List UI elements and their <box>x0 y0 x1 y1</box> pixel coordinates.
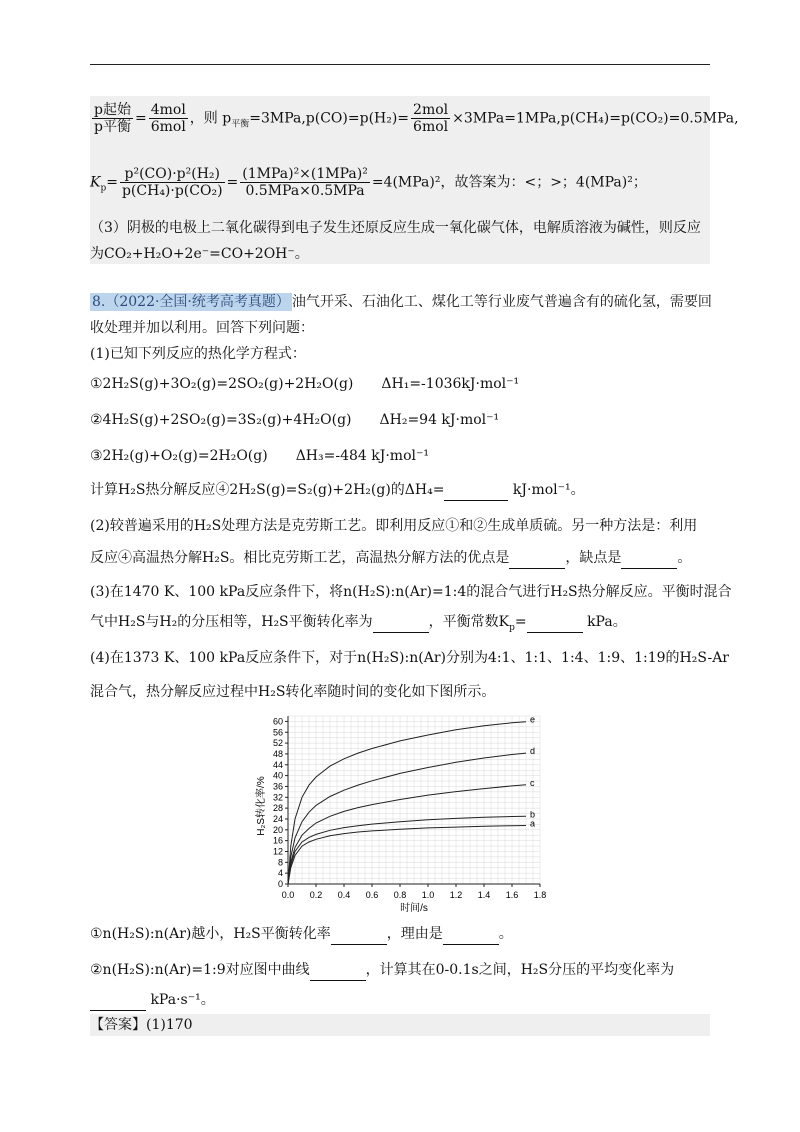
question-part3-line1: (3)在1470 K、100 kPa反应条件下，将n(H₂S):n(Ar)=1:4的混合气进行H₂S热分解反应。平衡时混合 <box>90 584 732 600</box>
y-tick-label: 48 <box>272 748 283 759</box>
y-tick-label: 40 <box>272 770 283 781</box>
y-tick-label: 36 <box>272 781 283 792</box>
question-number-tag: 8.（2022·全国·统考高考真题） <box>92 294 290 310</box>
answer-blank-rate[interactable] <box>90 990 146 1011</box>
solution-line-1: $\frac{\text{p起始}}{\text{p平衡}}$ = $\frac{\text{4mol}}{\text{6mol}}$ ，则 $p_{平衡}=3MPa,p(CO)=p(H_2)=$ $\frac{\text{2mol}}{\text{6mol}}$ ×3MPa=1MPa,p(CH₄)=p(CO₂)=0.5MPa, <box>94 102 739 135</box>
x-tick-label: 1.6 <box>505 890 519 900</box>
answer-blank-kp[interactable] <box>527 612 583 633</box>
solution-part3-line2: 为CO₂+H₂O+2e⁻=CO+2OH⁻。 <box>90 246 309 262</box>
y-tick-label: 44 <box>272 759 283 770</box>
partial-fraction: $\frac{\text{2mol}}{\text{6mol}}$ <box>413 102 449 135</box>
kp-value-fraction: $\frac{\text{(1MPa)²×(1MPa)²}}{\text{0.5MPa×0.5MPa}}$ <box>242 166 368 199</box>
reaction-3: ③2H₂(g)+O₂(g)=2H₂O(g) ΔH₃=-484 kJ·mol⁻¹ <box>90 448 429 464</box>
question-intro-line1: 8.（2022·全国·统考高考真题） 油气开采、石油化工、煤化工等行业废气普遍含有的硫化氢，需要回 <box>92 294 712 310</box>
kp-expression-fraction: $\frac{\text{p²(CO)·p²(H₂)}}{\text{p(CH₄)·p(CO₂)}}$ <box>121 166 223 199</box>
calc-dh4-line: 计算H₂S热分解反应④2H₂S(g)=S₂(g)+2H₂(g)的ΔH₄= kJ·mol⁻¹。 <box>90 480 712 501</box>
answer-label: 【答案】 <box>90 1017 146 1033</box>
y-tick-label: 24 <box>272 813 283 824</box>
subquestion-1: ①n(H₂S):n(Ar)越小，H₂S平衡转化率 ，理由是 。 <box>90 924 712 945</box>
solution-line-kp: $K_p=$ $\frac{\text{p²(CO)·p²(H₂)}}{\text{p(CH₄)·p(CO₂)}}$ = $\frac{\text{(1MPa)²×(1MPa)²}}{\text{0.5MPa×0.5MPa}}$ =4(MPa)²，故答案为：<；>；4(MPa)²； <box>90 166 647 199</box>
y-tick-label: 32 <box>272 792 283 803</box>
question-part2-line2: 反应④高温热分解H₂S。相比克劳斯工艺，高温热分解方法的优点是 ，缺点是 。 <box>90 548 712 569</box>
y-tick-label: 56 <box>272 727 283 738</box>
answer-blank-disadvantage[interactable] <box>621 548 677 569</box>
answer-blank-curve[interactable] <box>310 960 366 981</box>
series-label-b: b <box>530 809 536 820</box>
answer-blank-conversion[interactable] <box>373 612 429 633</box>
answer-text: (1)170 <box>146 1017 193 1033</box>
chart-ylabel: H₂S转化率/% <box>256 776 267 836</box>
answer-blank-reason[interactable] <box>443 924 499 945</box>
question-intro-line2: 收处理并加以利用。回答下列问题： <box>90 320 314 336</box>
series-label-c: c <box>530 777 535 788</box>
header-rule <box>90 64 710 65</box>
x-tick-label: 0.0 <box>281 890 295 900</box>
x-tick-label: 0.4 <box>337 890 351 900</box>
answer-line <box>90 1015 712 1035</box>
x-tick-label: 0.2 <box>309 890 323 900</box>
x-tick-label: 0.6 <box>365 890 379 900</box>
series-label-d: d <box>530 746 536 757</box>
chart-grid <box>288 716 540 884</box>
pressure-ratio-fraction: $\frac{\text{p起始}}{\text{p平衡}}$ <box>94 102 131 135</box>
x-tick-label: 1.2 <box>449 890 463 900</box>
x-tick-label: 1.4 <box>477 890 491 900</box>
y-tick-label: 28 <box>272 803 283 814</box>
y-tick-label: 60 <box>272 716 283 727</box>
question-part4-line2: 混合气，热分解反应过程中H₂S转化率随时间的变化如下图所示。 <box>90 684 496 700</box>
chart-xlabel: 时间/s <box>400 903 428 914</box>
x-tick-label: 0.8 <box>393 890 407 900</box>
question-part1: (1)已知下列反应的热化学方程式： <box>90 346 306 362</box>
y-tick-label: 20 <box>272 824 283 835</box>
question-part4-line1: (4)在1373 K、100 kPa反应条件下，对于n(H₂S):n(Ar)分别为4:1、1:1、1:4、1:9、1:19的H₂S-Ar <box>90 650 729 666</box>
question-part2-line1: (2)较普遍采用的H₂S处理方法是克劳斯工艺。即利用反应①和②生成单质硫。另一种方法是：利用 <box>90 518 698 534</box>
reaction-2: ②4H₂S(g)+2SO₂(g)=3S₂(g)+4H₂O(g) ΔH₂=94 kJ·mol⁻¹ <box>90 412 500 428</box>
conversion-chart <box>250 706 560 916</box>
y-tick-label: 4 <box>277 868 283 879</box>
y-tick-label: 0 <box>277 879 283 889</box>
subquestion-2-cont: kPa·s⁻¹。 <box>90 990 712 1011</box>
answer-blank-advantage[interactable] <box>509 548 565 569</box>
y-tick-label: 52 <box>272 738 283 749</box>
y-tick-label: 16 <box>272 835 283 846</box>
series-label-e: e <box>530 714 536 725</box>
answer-blank-dh4[interactable] <box>444 480 508 501</box>
y-tick-label: 12 <box>272 846 283 857</box>
series-label-a: a <box>530 818 536 829</box>
reaction-1: ①2H₂S(g)+3O₂(g)=2SO₂(g)+2H₂O(g) ΔH₁=-1036kJ·mol⁻¹ <box>90 376 520 392</box>
mol-ratio-fraction: $\frac{\text{4mol}}{\text{6mol}}$ <box>150 102 186 135</box>
solution-part3-line1: （3）阴极的电极上二氧化碳得到电子发生还原反应生成一氧化碳气体，电解质溶液为碱性，则反应 <box>90 220 701 236</box>
x-tick-label: 1.8 <box>533 890 547 900</box>
answer-blank-trend[interactable] <box>331 924 387 945</box>
x-tick-label: 1.0 <box>421 890 435 900</box>
subquestion-2: ②n(H₂S):n(Ar)=1:9对应图中曲线 ，计算其在0-0.1s之间，H₂S分压的平均变化率为 <box>90 960 712 981</box>
question-part3-line2: 气中H₂S与H₂的分压相等，H₂S平衡转化率为 ，平衡常数$K_p=$ kPa。 <box>90 614 627 633</box>
y-tick-label: 8 <box>277 857 283 868</box>
